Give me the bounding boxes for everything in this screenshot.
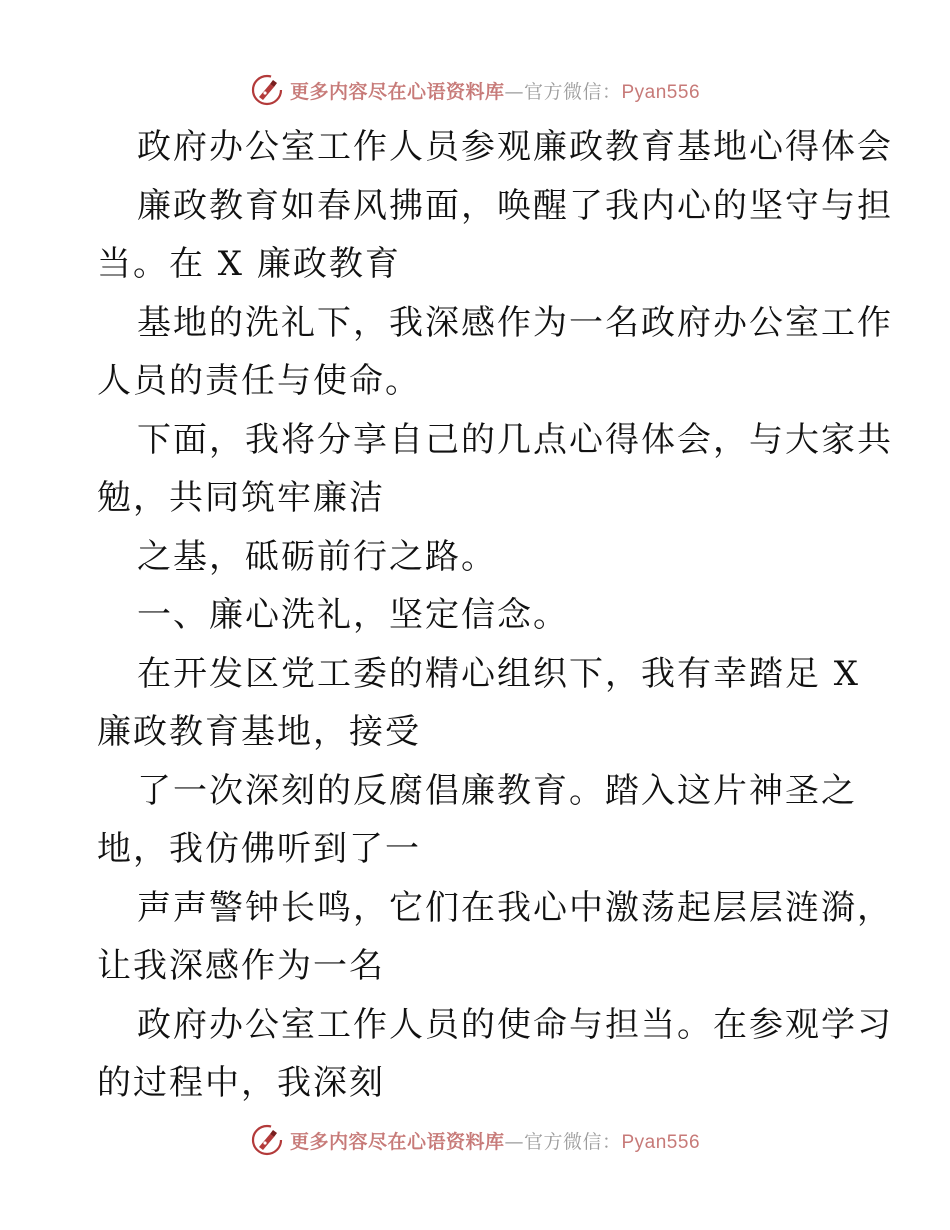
doc-title: 政府办公室工作人员参观廉政教育基地心得体会 xyxy=(137,127,893,167)
text-line: 声声警钟长鸣，它们在我心中激荡起层层涟漪， xyxy=(137,887,893,928)
footer-banner-text: 更多内容尽在心语资料库—官方微信：Pyan556 xyxy=(289,1130,701,1153)
text-line: 廉政教育如春风拂面，唤醒了我内心的坚守与担 xyxy=(137,185,893,226)
text-line: 让我深感作为一名 xyxy=(97,946,385,986)
pen-nib-logo-icon xyxy=(250,1123,284,1157)
section-heading: 一、廉心洗礼，坚定信念。 xyxy=(137,595,569,635)
pen-nib-logo-icon xyxy=(250,73,284,107)
header-banner xyxy=(0,70,950,110)
text-line: 基地的洗礼下，我深感作为一名政府办公室工作 xyxy=(137,302,893,343)
document-body xyxy=(97,118,893,1113)
text-line: 勉，共同筑牢廉洁 xyxy=(97,478,385,518)
text-line: 地，我仿佛听到了一 xyxy=(97,829,421,869)
text-line: 的过程中，我深刻 xyxy=(97,1063,385,1103)
text-line: 之基，砥砺前行之路。 xyxy=(137,536,497,577)
header-banner-text: 更多内容尽在心语资料库—官方微信：Pyan556 xyxy=(289,80,701,103)
text-line: 人员的责任与使命。 xyxy=(97,361,421,401)
text-line: 了一次深刻的反腐倡廉教育。踏入这片神圣之 xyxy=(137,770,857,811)
text-line: 政府办公室工作人员的使命与担当。在参观学习 xyxy=(137,1004,893,1045)
text-line: 下面，我将分享自己的几点心得体会，与大家共 xyxy=(137,419,893,460)
text-line: 在开发区党工委的精心组织下，我有幸踏足 X xyxy=(137,653,861,694)
text-line: 当。在 X 廉政教育 xyxy=(97,244,401,284)
text-line: 廉政教育基地，接受 xyxy=(97,712,421,752)
footer-banner xyxy=(0,1120,950,1160)
